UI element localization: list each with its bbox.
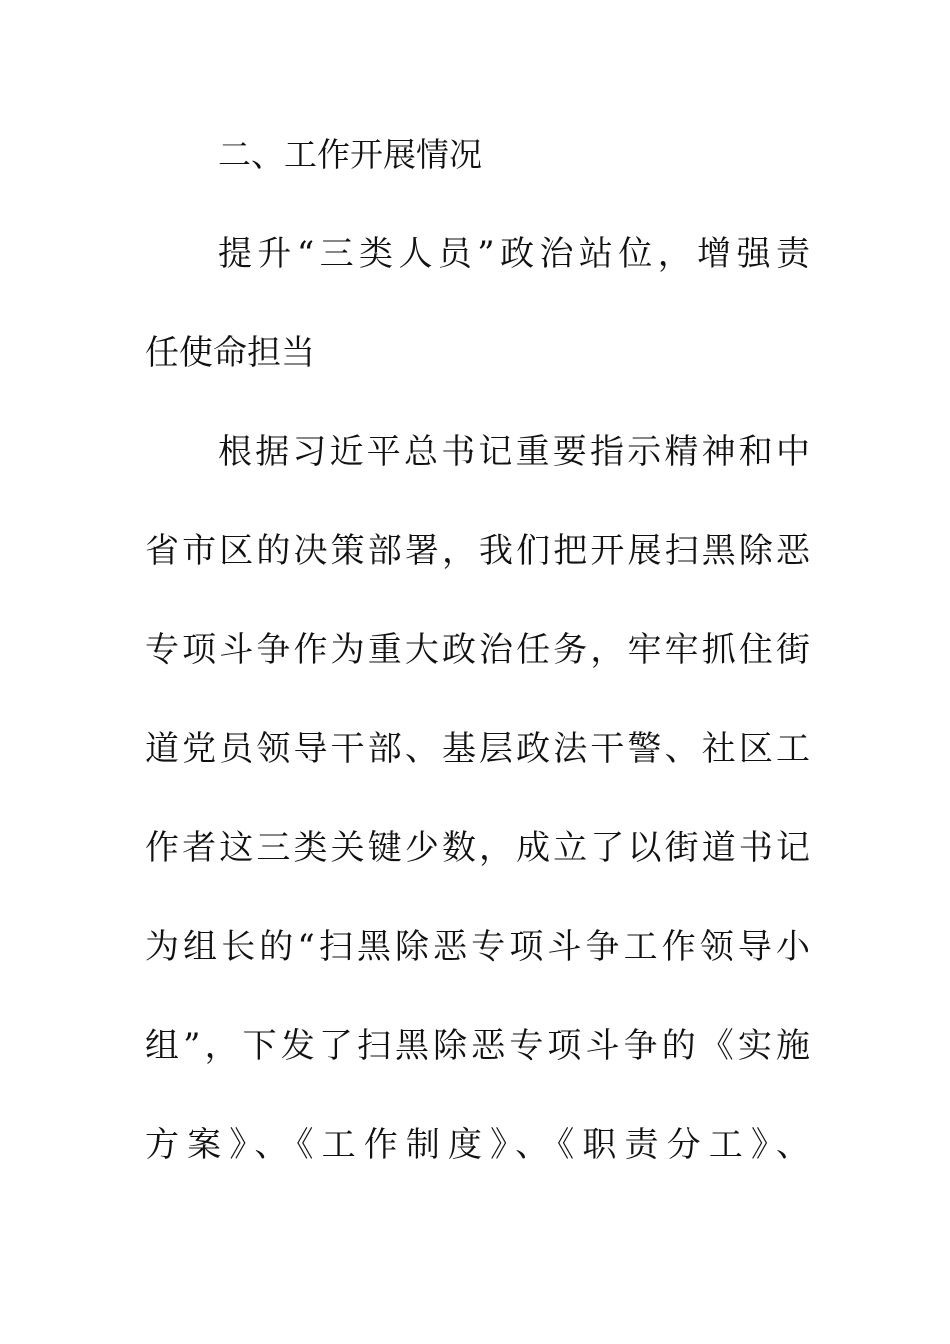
paragraph-line-3: 专项斗争作为重大政治任务，牢牢抓住街 bbox=[145, 630, 810, 670]
paragraph-line-1: 根据习近平总书记重要指示精神和中 bbox=[218, 432, 810, 472]
paragraph-line-4: 道党员领导干部、基层政法干警、社区工 bbox=[145, 729, 810, 769]
section-heading: 二、工作开展情况 bbox=[218, 135, 482, 174]
paragraph-line-7: 组”，下发了扫黑除恶专项斗争的《实施 bbox=[145, 1026, 810, 1066]
paragraph-line-8: 方案》、《工作制度》、《职责分工》、 bbox=[145, 1125, 810, 1165]
paragraph-line-6: 为组长的“扫黑除恶专项斗争工作领导小 bbox=[145, 927, 810, 967]
subheading-line-1: 提升“三类人员”政治站位，增强责 bbox=[218, 234, 810, 274]
paragraph-line-2: 省市区的决策部署，我们把开展扫黑除恶 bbox=[145, 531, 810, 571]
paragraph-line-5: 作者这三类关键少数，成立了以街道书记 bbox=[145, 828, 810, 868]
subheading-line-2: 任使命担当 bbox=[145, 333, 315, 373]
